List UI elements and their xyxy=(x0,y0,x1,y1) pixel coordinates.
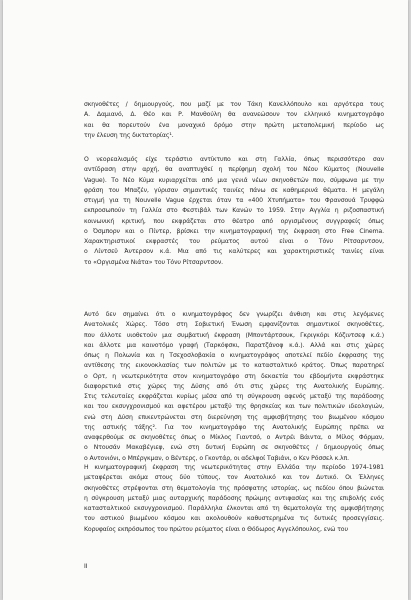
text-line: όπως η Πολωνία και η Τσεχοσλοβακία ο κινηματογράφος αποτελεί πεδίο έκφρασης της xyxy=(84,352,384,359)
text-line: αντίθεσης της εικονοκλασίας των πολιτών με το κατασταλτικό κράτος. Όπως παρατηρεί xyxy=(84,362,384,370)
paragraph-2 xyxy=(84,155,384,268)
paragraph-1 xyxy=(84,100,384,141)
document-page xyxy=(3,0,408,600)
text-line: σκηνοθέτες / δημιουργούς, που μαζί με τον Τάκη Κανελλόπουλο και αργότερα τους xyxy=(84,101,384,108)
text-line: ο Όσμπορν και ο Πίντερ, βρίσκει την κινηματογραφική της έκφραση στο Free Cinema. xyxy=(84,227,384,235)
text-line: Ανατολικές Χώρες. Τόσο στη Σοβιετική Ένωση εμφανίζονται σημαντικοί σκηνοθέτες, xyxy=(84,321,384,329)
paragraph-3 xyxy=(84,310,384,464)
text-line: Στις τελευταίες εκφράζεται κυρίως μέσα από τη σύγκρουση αφενός μεταξύ της παράδοσης xyxy=(84,393,384,400)
text-line: Κορυφαίος εκπρόσωπος του πρώτου ρεύματος είναι ο Θόδωρος Αγγελόπουλος, ενώ του xyxy=(84,525,348,533)
text-line: σκηνοθέτες στρέφονται στη θεματολογία της πρόσφατης ιστορίας, ως πεδίου όπου βιώνεται xyxy=(84,484,384,492)
text-line: Α. Δαμιανό, Δ. Θέο και Ρ. Μανθούλη θα ανανεώσουν τον ελληνικό κινηματογράφο xyxy=(84,111,384,119)
text-line: του αστικού βιωμένου κόσμου και ακολουθούν καθυστερημένα τις δυτικές προσεγγίσεις. xyxy=(84,515,384,523)
text-line: κοινωνική κριτική, που εκφράζεται στο θέατρο από οργισμένους συγγραφείς όπως xyxy=(84,217,384,225)
text-line: κατασταλτικού εκσυγχρονισμού. Παράλληλα έλκονται από τη θεματολογία της αμφισβήτησης xyxy=(84,505,384,512)
text-line: το «Οργισμένα Νιάτα» του Τόνυ Ρίτσαρντσον. xyxy=(84,258,224,266)
text-line: η σύγκρουση μεταξύ μιας αυταρχικής παράδοσης πρώιμης αντιφασίας και της επιβολής ενός xyxy=(84,494,384,502)
text-line: αναφερθούμε σε σκηνοθέτες όπως ο Μίκλος Γιαντσό, ο Αντρέι Βάιντα, ο Μίλος Φόρμαν, xyxy=(84,434,384,441)
text-line: ο Αντονιόνι, ο Μπέργκμαν, ο Βέντερς, ο Γκοντάρ, οι αδελφοί Ταβιάνι, ο Κεν Ρόσσελ κ.λπ. xyxy=(84,454,349,462)
text-line: της αστικής τάξης². Για τον κινηματογράφο της Ανατολικής Ευρώπης πρέπει να xyxy=(84,423,384,431)
text-line: που άλλοτε υιοθετούν μια συμβατική έκφραση (Μποντάρτσουκ, Γκριγκόρι Κόζιντσεφ κ.ά.) xyxy=(84,331,384,339)
text-line: ο Λίντσεϋ Άντερσον κ.ά. Μια από τις καλύτερες και χαρακτηριστικές ταινίες είναι xyxy=(84,248,384,256)
text-line: φράση του Μπαζέν, γύρισαν σημαντικές ταινίες πάνω σε καθημερινά θέματα. Η μεγάλη xyxy=(84,186,384,194)
text-line: Η κινηματογραφική έκφραση της νεωτερικότητας στην Ελλάδα την περίοδο 1974-1981 xyxy=(84,464,384,471)
text-line: ο Ορτ, η νεωτερικότητα στον κινηματογράφο στη δεκαετία του εβδομήντα εκφράστηκε xyxy=(84,372,384,380)
paragraph-4 xyxy=(84,463,384,535)
text-line: την έλευση της δικτατορίας¹. xyxy=(84,131,174,139)
text-line: Χαρακτηριστικοί εκφραστές του ρεύματος αυτού είναι ο Τόνυ Ρίτσαρντσον, xyxy=(84,238,384,245)
text-line: ενώ στη Δύση επικεντρώνεται στη διερεύνηση της αμφισβήτησης του βιωμένου κόσμου xyxy=(84,413,384,421)
text-line: διαφορετικά στις χώρες της Δύσης από ότι στις χώρες της Ανατολικής Ευρώπης. xyxy=(84,382,384,390)
text-line: ο Ντουσάν Μακαβέγιεφ, ενώ στη δυτική Ευρώπη σε σκηνοθέτες / δημιουργούς όπως xyxy=(84,444,384,452)
text-line: και του εκσυγχρονισμού και αφετέρου μεταξύ της θρησκείας και των πολιτικών ιδεολογιών, xyxy=(84,403,384,411)
page-number: II xyxy=(84,563,88,570)
text-line: αντίδραση στην αρχή, θα αναπτυχθεί η περίφημη σχολή του Νέου Κύματος (Nouvelle xyxy=(84,166,384,174)
text-line: Αυτό δεν σημαίνει ότι ο κινηματογράφος δεν γνωρίζει άνθιση και στις λεγόμενες xyxy=(84,311,384,318)
text-line: μεταφέρεται ακόμα στους δύο τύπους, τον Ανατολικό και τον Δυτικό. Οι Έλληνες xyxy=(84,474,384,482)
text-line: εκπροσωπούν τη Γαλλία στο Φεστιβάλ των Κανών το 1959. Στην Αγγλία η ριζοσπαστική xyxy=(84,207,384,215)
text-line: Vague). Το Νέο Κύμα κυριαρχείται από μια γενιά νέων σκηνοθετών που, σύμφωνα με την xyxy=(84,176,384,184)
text-line: και άλλοτε μια καινοτόμο γραφή (Ταρκόφσκι, Παρατζάνοφ κ.ά.). Αλλά και στις χώρες xyxy=(84,341,384,349)
text-line: και θα πορευτούν ένα μοναχικό δρόμο στην πρώτη μεταπολεμική περίοδο ως xyxy=(84,121,384,129)
text-line: Ο νεορεαλισμός είχε τεράστιο αντίκτυπο και στη Γαλλία, όπως περισσότερο σαν xyxy=(84,156,384,163)
text-line: στιγμή για τη Nouvelle Vague έρχεται όταν τα «400 Χτυπήματα» του Φρανσουά Τρυφφώ xyxy=(84,197,384,204)
